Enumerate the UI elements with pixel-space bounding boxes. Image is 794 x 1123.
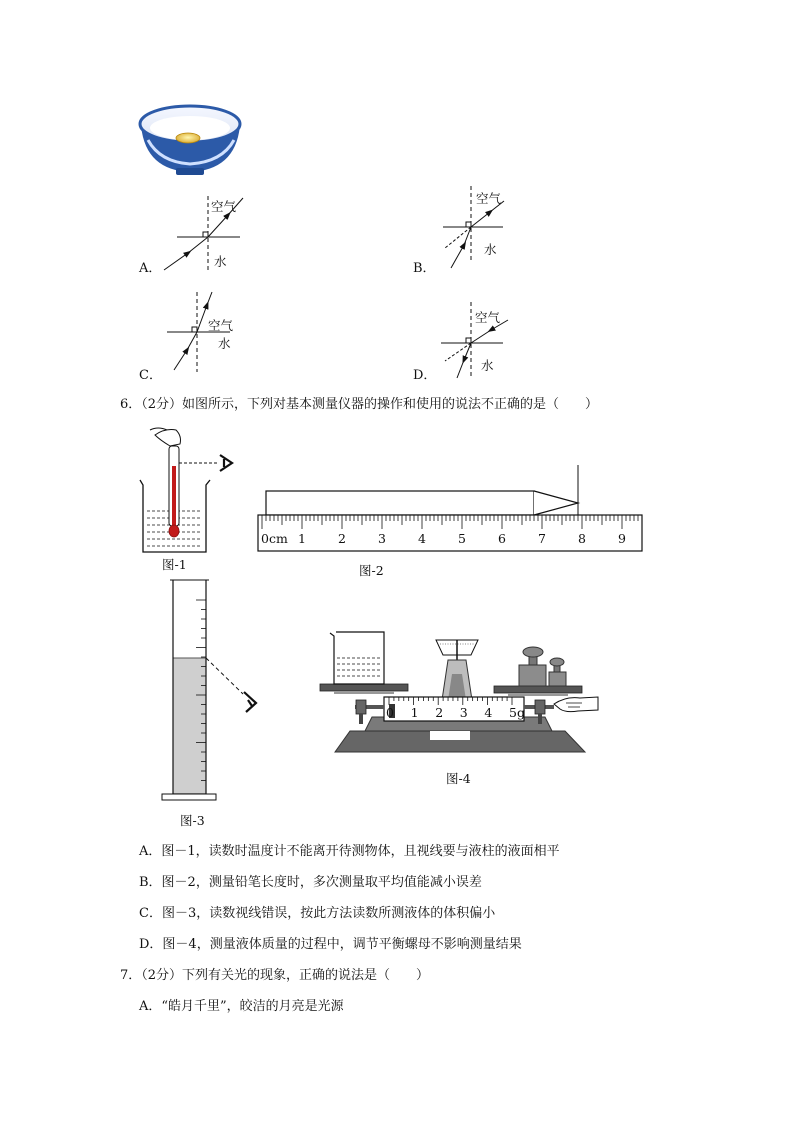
question-7-stem: 7．（2分）下列有关光的现象，正确的说法是（ ） — [120, 968, 430, 983]
question-6-stem: 6．（2分）如图所示，下列对基本测量仪器的操作和使用的说法不正确的是（ ） — [120, 397, 599, 412]
balance-tick-label: 4 — [484, 705, 493, 720]
ruler-tick-label: 0cm — [261, 531, 288, 546]
balance-tick-label: 5g — [509, 705, 525, 720]
ruler-tick-label: 6 — [498, 531, 506, 546]
ruler-tick-label: 3 — [378, 531, 386, 546]
ruler-tick-label: 1 — [298, 531, 306, 546]
q6-option-d: D．图－4，测量液体质量的过程中，调节平衡螺母不影响测量结果 — [139, 937, 522, 952]
ruler-tick-label: 4 — [418, 531, 426, 546]
fig1-caption: 图-1 — [162, 557, 187, 572]
option-c-letter: C． — [139, 368, 162, 383]
ruler-tick-label: 8 — [578, 531, 586, 546]
ruler-tick-label: 2 — [338, 531, 346, 546]
option-b-water-label: 水 — [484, 242, 497, 257]
q7-option-a: A．“皓月千里”，皎洁的月亮是光源 — [139, 999, 344, 1014]
fig1-thermometer-beaker — [140, 428, 232, 552]
q6-option-b: B．图－2，测量铅笔长度时，多次测量取平均值能减小误差 — [139, 875, 482, 890]
ruler-tick-label: 9 — [618, 531, 626, 546]
option-a-letter: A． — [139, 261, 162, 276]
option-a-water-label: 水 — [214, 254, 227, 269]
fig3-graduated-cylinder — [162, 580, 256, 800]
option-b-letter: B． — [413, 261, 436, 276]
fig4-balance — [320, 632, 598, 752]
balance-tick-label: 1 — [410, 705, 419, 720]
option-d-water-label: 水 — [481, 358, 494, 373]
option-d-air-label: 空气 — [475, 310, 501, 325]
option-c-air-label: 空气 — [208, 318, 234, 333]
balance-tick-label: 2 — [435, 705, 444, 720]
fig4-caption: 图-4 — [446, 771, 471, 786]
ruler-tick-label: 7 — [538, 531, 546, 546]
bowl-with-coin-image — [140, 106, 240, 175]
option-b-air-label: 空气 — [476, 191, 502, 206]
fig3-caption: 图-3 — [180, 813, 205, 828]
option-a-air-label: 空气 — [211, 199, 237, 214]
q6-option-c: C．图－3，读数视线错误，按此方法读数所测液体的体积偏小 — [139, 906, 496, 921]
balance-tick-label: 0 — [386, 705, 394, 720]
q6-option-a: A．图－1，读数时温度计不能离开待测物体，且视线要与液柱的液面相平 — [139, 844, 560, 859]
ruler-tick-label: 5 — [458, 531, 466, 546]
option-d-letter: D． — [413, 368, 437, 383]
balance-tick-label: 3 — [459, 705, 468, 720]
fig2-caption: 图-2 — [359, 563, 384, 578]
option-c-water-label: 水 — [218, 336, 231, 351]
